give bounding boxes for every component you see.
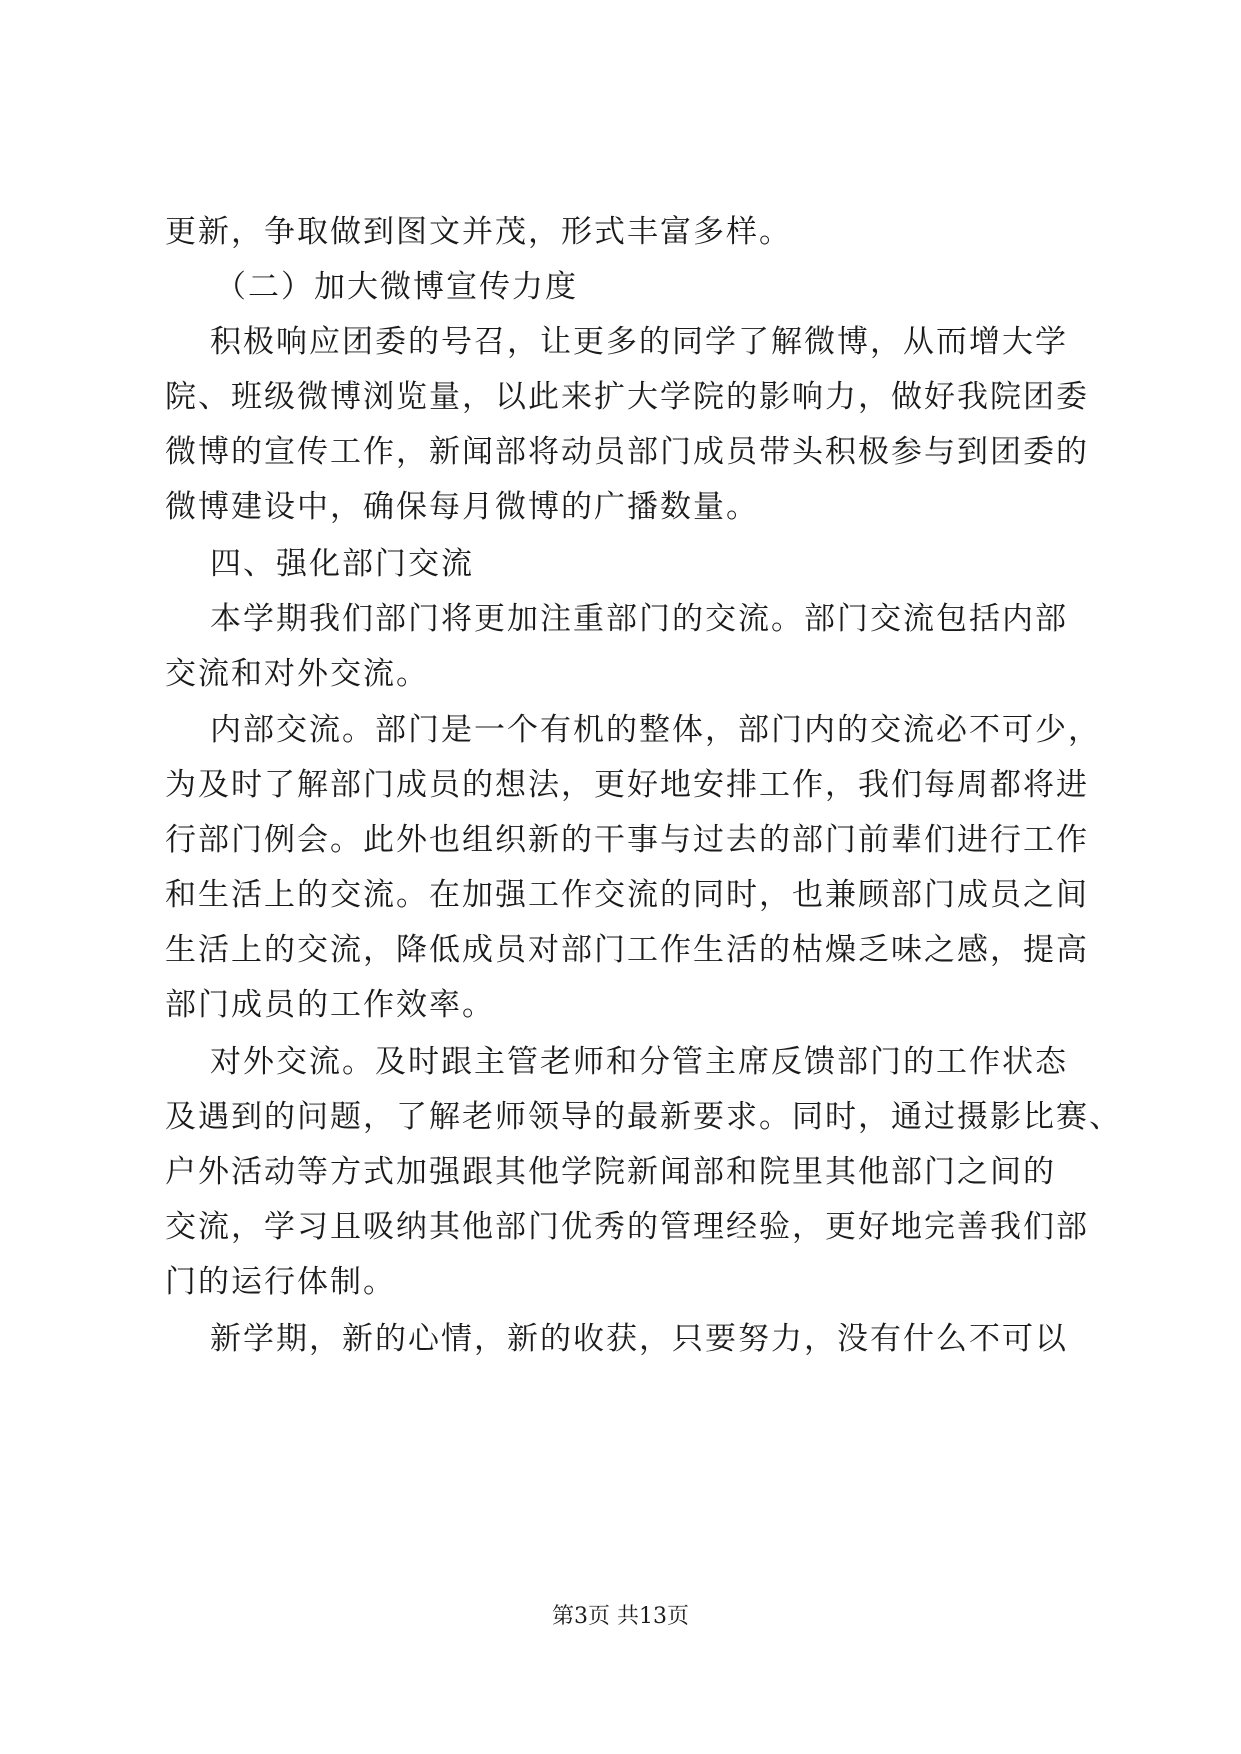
text-line: 和生活上的交流。在加强工作交流的同时，也兼顾部门成员之间 — [165, 877, 1089, 913]
text-line: 行部门例会。此外也组织新的干事与过去的部门前辈们进行工作 — [165, 822, 1089, 858]
text-line: 本学期我们部门将更加注重部门的交流。部门交流包括内部 — [210, 601, 1068, 637]
page-number-footer: 第3页 共13页 — [552, 1604, 689, 1629]
text-line: 更新，争取做到图文并茂，形式丰富多样。 — [165, 214, 792, 250]
text-line: 交流，学习且吸纳其他部门优秀的管理经验，更好地完善我们部 — [165, 1209, 1089, 1245]
text-line: 新学期，新的心情，新的收获，只要努力，没有什么不可以 — [210, 1321, 1068, 1357]
text-line: 部门成员的工作效率。 — [165, 987, 495, 1023]
section-heading: 四、强化部门交流 — [210, 546, 474, 582]
text-line: 门的运行体制。 — [165, 1264, 396, 1300]
text-line: 院、班级微博浏览量，以此来扩大学院的影响力，做好我院团委 — [165, 379, 1089, 415]
text-line: 微博建设中，确保每月微博的广播数量。 — [165, 489, 759, 525]
text-line: 内部交流。部门是一个有机的整体，部门内的交流必不可少， — [210, 712, 1101, 748]
text-line: 户外活动等方式加强跟其他学院新闻部和院里其他部门之间的 — [165, 1154, 1056, 1190]
text-line: 交流和对外交流。 — [165, 656, 429, 692]
text-line: 及遇到的问题，了解老师领导的最新要求。同时，通过摄影比赛、 — [165, 1099, 1122, 1135]
section-heading: （二）加大微博宣传力度 — [215, 269, 578, 305]
text-line: 对外交流。及时跟主管老师和分管主席反馈部门的工作状态 — [210, 1044, 1068, 1080]
text-line: 生活上的交流，降低成员对部门工作生活的枯燥乏味之感，提高 — [165, 932, 1089, 968]
text-line: 微博的宣传工作，新闻部将动员部门成员带头积极参与到团委的 — [165, 434, 1089, 470]
text-line: 积极响应团委的号召，让更多的同学了解微博，从而增大学 — [210, 324, 1068, 360]
text-line: 为及时了解部门成员的想法，更好地安排工作，我们每周都将进 — [165, 767, 1089, 803]
